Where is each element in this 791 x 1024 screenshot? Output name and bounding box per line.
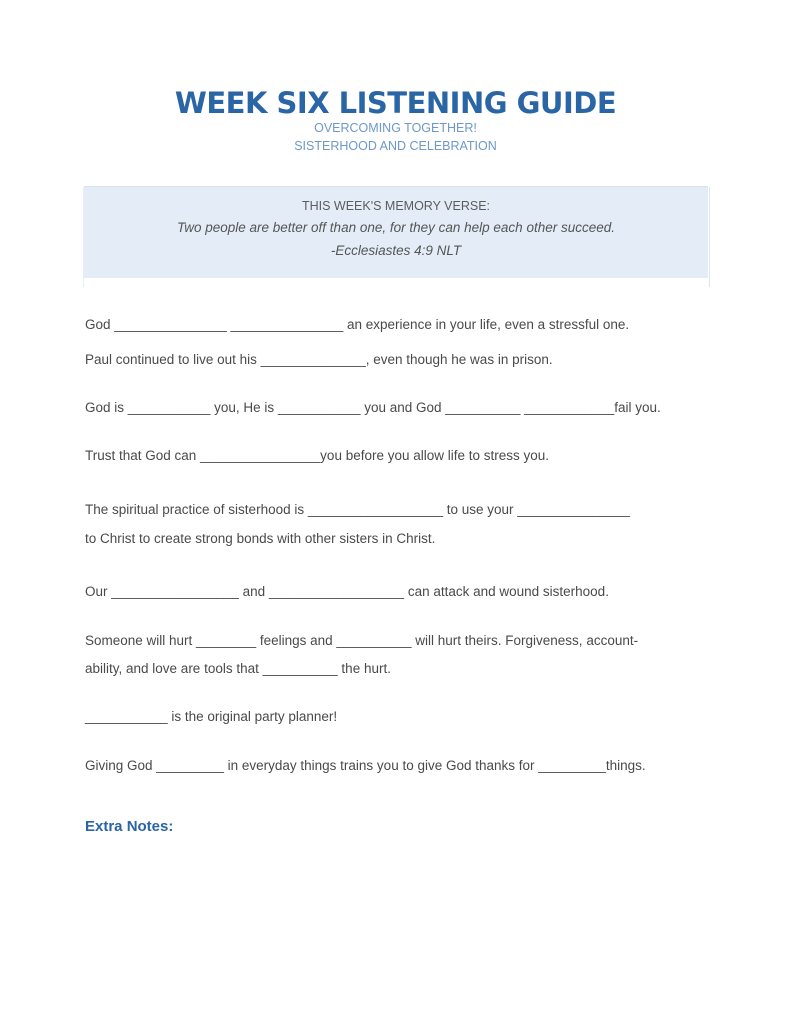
fill-in-line: God _______________ _______________ an experience in your life, even a stressful one. <box>85 317 630 332</box>
subtitle-overcoming: OVERCOMING TOGETHER! <box>314 121 477 135</box>
fill-in-line-continuation: to Christ to create strong bonds with other sisters in Christ. <box>85 531 436 546</box>
extra-notes-heading: Extra Notes: <box>85 818 174 835</box>
fill-in-line: God is ___________ you, He is ___________ you and God __________ ____________fail you. <box>85 400 661 415</box>
fill-in-line: Trust that God can ________________you before you allow life to stress you. <box>85 448 550 463</box>
fill-in-line: Giving God _________ in everyday things trains you to give God thanks for _________things. <box>85 758 646 773</box>
memory-verse-reference: -Ecclesiastes 4:9 NLT <box>330 243 462 258</box>
subtitle-sisterhood: SISTERHOOD AND CELEBRATION <box>294 139 497 153</box>
fill-in-line: Our _________________ and __________________ can attack and wound sisterhood. <box>85 584 609 599</box>
page-title: WEEK SIX LISTENING GUIDE <box>174 86 617 120</box>
fill-in-line: The spiritual practice of sisterhood is __________________ to use your _______________ <box>85 502 630 517</box>
fill-in-line: Someone will hurt ________ feelings and __________ will hurt theirs. Forgiveness, account- <box>85 633 639 648</box>
memory-verse-box <box>84 186 708 278</box>
fill-in-line: ___________ is the original party planner! <box>85 709 338 724</box>
fill-in-line: Paul continued to live out his ______________, even though he was in prison. <box>85 352 553 367</box>
memory-verse-heading: THIS WEEK'S MEMORY VERSE: <box>301 199 491 213</box>
memory-verse-text: Two people are better off than one, for they can help each other succeed. <box>176 220 616 235</box>
fill-in-line-continuation: ability, and love are tools that __________ the hurt. <box>85 661 391 676</box>
